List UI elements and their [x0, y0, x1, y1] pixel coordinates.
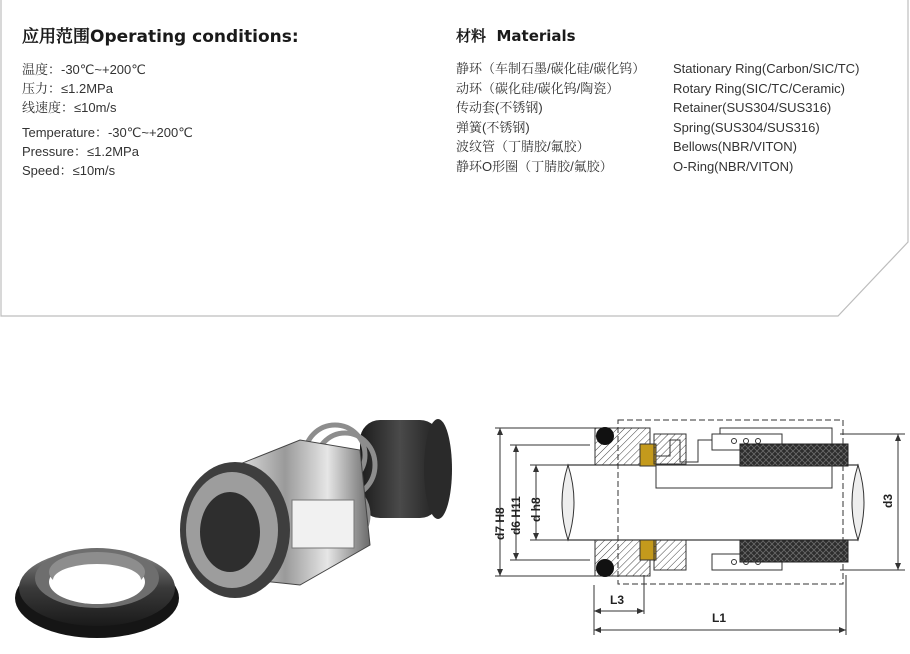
cond-pressure-en: Pressure：≤1.2MPa [22, 144, 139, 159]
material-rotary-en: Rotary Ring(SIC/TC/Ceramic) [673, 80, 845, 96]
material-oring-en: O-Ring(NBR/VITON) [673, 158, 794, 174]
cross-section-drawing [490, 400, 910, 640]
lower-seal-section [595, 540, 848, 577]
material-spring-cn: 弹簧(不锈钢) [456, 119, 530, 135]
material-retainer-cn: 传动套(不锈钢) [456, 100, 543, 115]
label-d7: d7 H8 [493, 507, 507, 540]
materials-title-en: Materials [496, 27, 576, 45]
cond-temperature-en: Temperature：-30℃~+200℃ [22, 125, 193, 140]
material-retainer-en: Retainer(SUS304/SUS316) [673, 100, 832, 115]
material-rotary-cn: 动环（碳化硅/碳化钨/陶瓷） [456, 80, 620, 96]
materials-title [456, 25, 576, 46]
operating-cn-list [22, 60, 146, 117]
material-oring-cn: 静环O形圈（丁腈胶/氟胶） [456, 158, 613, 174]
material-stationary-en: Stationary Ring(Carbon/SIC/TC) [673, 61, 860, 76]
cond-speed-cn: 线速度：≤10m/s [22, 100, 117, 115]
label-d6: d6 H11 [509, 496, 523, 535]
materials-title-cn: 材料 [456, 27, 487, 45]
material-bellows-en: Bellows(NBR/VITON) [673, 139, 798, 154]
material-stationary-cn: 静环（车制石墨/碳化硅/碳化钨） [456, 61, 646, 76]
seal-product-photo [0, 330, 470, 654]
specs-panel [0, 0, 910, 318]
materials-cn-list [456, 59, 645, 176]
materials-en-list [673, 59, 859, 176]
material-spring-en: Spring(SUS304/SUS316) [673, 119, 820, 135]
stationary-seat [15, 548, 179, 638]
rotary-face [180, 462, 290, 598]
label-d3: d3 [881, 493, 895, 508]
cond-pressure-cn: 压力：≤1.2MPa [22, 81, 113, 96]
label-l1: L1 [712, 611, 727, 625]
label-l3: L3 [610, 593, 625, 607]
operating-en-list [22, 123, 193, 180]
material-bellows-cn: 波纹管（丁腈胶/氟胶） [456, 139, 590, 154]
cond-temperature-cn: 温度：-30℃~+200℃ [22, 62, 146, 77]
cond-speed-en: Speed：≤10m/s [22, 163, 116, 178]
label-d: d h8 [529, 497, 543, 522]
operating-title: 应用范围Operating conditions: [22, 27, 299, 47]
shaft [562, 465, 864, 540]
